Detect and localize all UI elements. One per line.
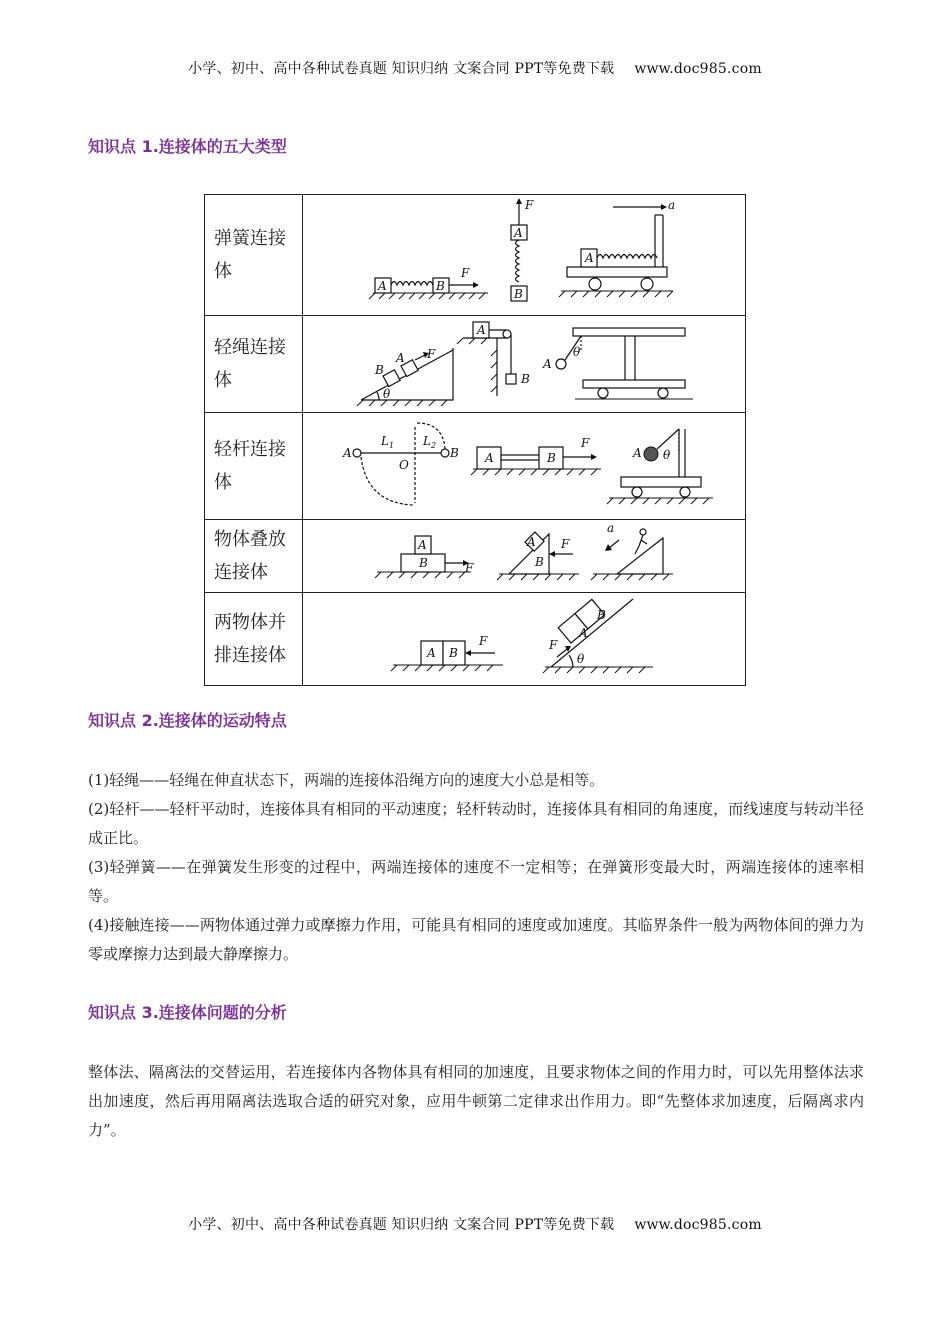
label-b: B [521, 372, 530, 386]
label-f: F [465, 561, 474, 575]
label-a: A [633, 446, 642, 460]
kp2-item-4: (4)接触连接——两物体通过弹力或摩擦力作用，可能具有相同的速度或加速度。其临界条件一般为两物体间的弹力为零或摩擦力达到最大静摩擦力。 [88, 916, 864, 963]
label-a: A [343, 446, 352, 460]
footer-text: 小学、初中、高中各种试卷真题 知识归纳 文案合同 PPT等免费下载 [188, 1217, 615, 1233]
row-label-stacked: 物体叠放连接体 [205, 520, 303, 593]
label-theta: θ [663, 448, 671, 462]
kp1-title: 知识点 1.连接体的五大类型 [88, 137, 287, 156]
header-text: 小学、初中、高中各种试卷真题 知识归纳 文案合同 PPT等免费下载 [188, 61, 615, 77]
kp2-item-1: (1)轻绳——轻绳在伸直状态下，两端的连接体沿绳方向的速度大小总是相等。 [88, 771, 605, 789]
row-label-rod: 轻杆连接体 [205, 413, 303, 520]
label-a: A [579, 626, 588, 640]
label-a-accel: a [607, 521, 615, 535]
footer-url[interactable]: www.doc985.com [634, 1217, 762, 1233]
label-a: A [543, 357, 552, 371]
label-f: F [525, 198, 534, 212]
figure-spring [303, 195, 746, 316]
page-header [0, 58, 950, 78]
label-a: A [485, 451, 494, 465]
row-label-side-by-side: 两物体并排连接体 [205, 593, 303, 686]
label-f: F [581, 436, 590, 450]
row-label-spring: 弹簧连接体 [205, 195, 303, 316]
table-row [205, 413, 746, 520]
label-b: B [436, 279, 445, 293]
label-b: B [449, 646, 458, 660]
table-row [205, 520, 746, 593]
label-theta: θ [383, 387, 391, 401]
label-b: B [419, 556, 428, 570]
figure-rod [303, 413, 746, 520]
label-f: F [427, 347, 436, 361]
figure-stacked [303, 520, 746, 593]
label-f: F [479, 634, 488, 648]
kp2-title: 知识点 2.连接体的运动特点 [88, 711, 287, 730]
label-b: B [547, 451, 556, 465]
figure-side-by-side [303, 593, 746, 686]
label-f: F [561, 537, 570, 551]
label-a: A [378, 279, 387, 293]
table-row [205, 593, 746, 686]
label-b: B [375, 363, 384, 377]
label-theta: θ [577, 652, 585, 666]
row-label-rope: 轻绳连接体 [205, 316, 303, 413]
label-a: A [514, 226, 523, 240]
label-a: A [477, 323, 486, 337]
label-a: A [418, 538, 427, 552]
label-o: O [399, 458, 409, 472]
label-b: B [514, 287, 523, 301]
label-b: B [597, 608, 606, 622]
connector-types-table [204, 194, 746, 686]
kp3-title: 知识点 3.连接体问题的分析 [88, 1003, 287, 1022]
header-url[interactable]: www.doc985.com [634, 61, 762, 77]
kp2-item-3: (3)轻弹簧——在弹簧发生形变的过程中，两端连接体的速度不一定相等；在弹簧形变最大时，两端连接体的速率相等。 [88, 858, 864, 905]
kp2-content [88, 766, 864, 969]
kp2-item-2: (2)轻杆——轻杆平动时，连接体具有相同的平动速度；轻杆转动时，连接体具有相同的角速度，而线速度与转动半径成正比。 [88, 800, 864, 847]
table-row [205, 316, 746, 413]
label-f: F [461, 266, 470, 280]
label-b: B [450, 446, 459, 460]
label-b: B [535, 555, 544, 569]
label-theta: θ [573, 345, 581, 359]
table-row [205, 195, 746, 316]
label-l1: $L_1$ [381, 434, 395, 450]
label-a: A [527, 535, 536, 549]
label-a: A [396, 351, 405, 365]
label-a: A [585, 251, 594, 265]
label-l2: $L_2$ [423, 434, 437, 450]
label-a-accel: a [668, 198, 676, 212]
label-f: F [549, 638, 558, 652]
page-footer [0, 1214, 950, 1234]
label-a: A [427, 646, 436, 660]
figure-rope [303, 316, 746, 413]
kp3-text: 整体法、隔离法的交替运用，若连接体内各物体具有相同的加速度，且要求物体之间的作用力时，可以先用整体法求出加速度，然后再用隔离法选取合适的研究对象，应用牛顿第二定律求出作用力。即“先整体求加速度，后隔离求内力”。 [88, 1063, 864, 1139]
